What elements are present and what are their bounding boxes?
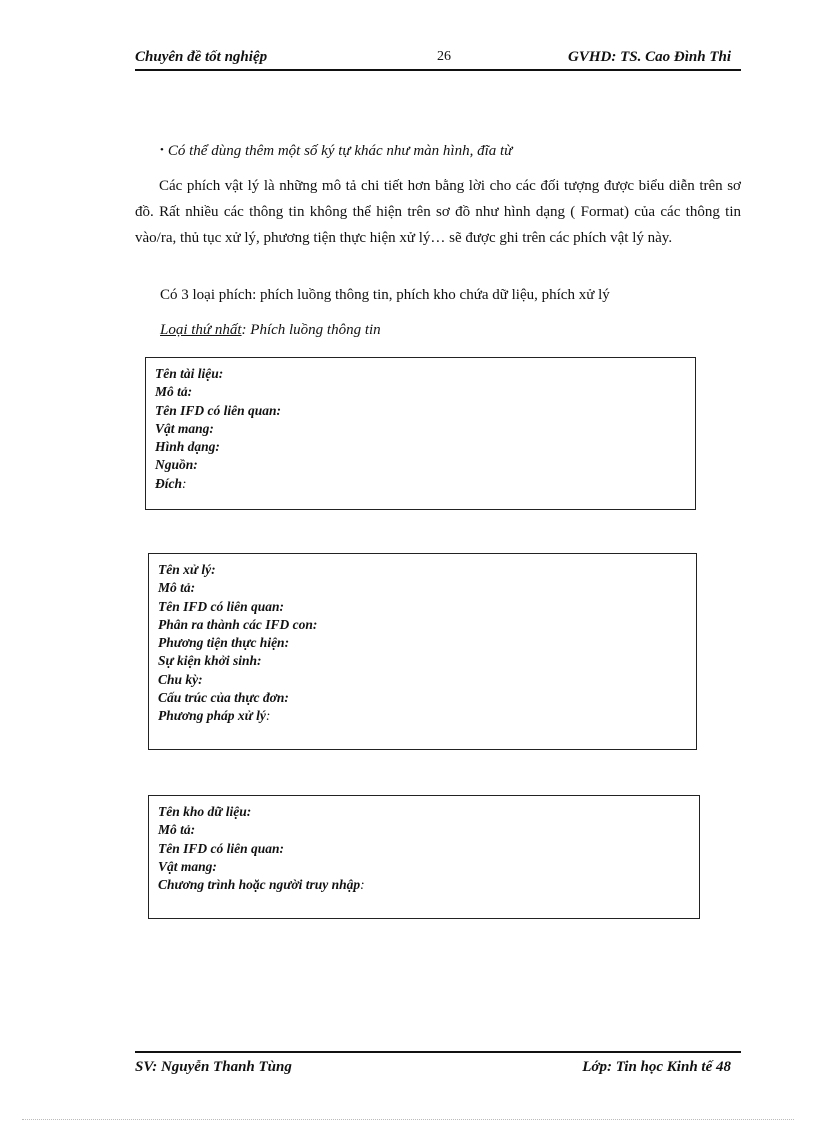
footer-student: SV: Nguyễn Thanh Tùng — [135, 1059, 292, 1075]
process-field-description: Mô tả: — [158, 580, 196, 596]
store-accessor-label: Chương trình hoặc người truy nhập — [158, 877, 361, 893]
process-method-colon: : — [265, 708, 271, 724]
page-number: 26 — [437, 49, 451, 64]
paragraph-text: Các phích vật lý là những mô tả chi tiết hơn bằng lời cho các đối tượng được biểu diễn trên sơ đồ. Rất nhiều các thông tin không thể hiện trên sơ đồ như hình dạng ( Format) của các thông tin vào/ra, thủ tục xử lý, phương tiện thực hiện xử lý… sẽ được ghi trên các phích vật lý này. — [135, 178, 741, 246]
flow-field-destination — [155, 475, 685, 493]
process-field-name: Tên xử lý: — [158, 562, 216, 577]
process-card — [148, 553, 697, 750]
footer-class: Lớp: Tin học Kinh tế 48 — [582, 1059, 731, 1075]
process-field-related-ifd: Tên IFD có liên quan: — [158, 598, 285, 614]
bullet-icon: • — [160, 144, 164, 156]
page-bottom-divider — [22, 1119, 794, 1120]
process-field-cycle: Chu kỳ: — [158, 671, 203, 687]
first-type-line — [160, 322, 381, 339]
process-field-means: Phương tiện thực hiện: — [158, 635, 290, 651]
process-field-menu-structure: Cấu trúc của thực đơn: — [158, 690, 289, 706]
flow-field-related-ifd: Tên IFD có liên quan: — [155, 402, 282, 418]
store-field-related-ifd: Tên IFD có liên quan: — [158, 840, 285, 856]
body-paragraph — [135, 173, 741, 251]
store-field-accessor — [158, 876, 689, 894]
flow-field-format: Hình dạng: — [155, 439, 220, 455]
store-card — [148, 795, 700, 919]
process-field-trigger: Sự kiện khởi sinh: — [158, 653, 262, 669]
store-field-carrier: Vật mang: — [158, 858, 217, 874]
first-type-label: Loại thứ nhất — [160, 322, 242, 338]
process-method-label: Phương pháp xử lý — [158, 708, 266, 724]
page-header — [135, 49, 741, 71]
store-accessor-colon: : — [360, 877, 365, 893]
header-title: Chuyên đề tốt nghiệp — [135, 49, 268, 65]
header-supervisor: GVHD: TS. Cao Đình Thi — [568, 49, 731, 65]
flow-field-carrier: Vật mang: — [155, 420, 214, 436]
flow-field-document-name: Tên tài liệu: — [155, 366, 224, 381]
process-field-method — [158, 707, 686, 725]
page-footer — [135, 1051, 741, 1073]
flow-destination-label: Đích — [155, 475, 182, 491]
flow-field-source: Nguồn: — [155, 457, 198, 473]
first-type-rest: : Phích luồng thông tin — [241, 322, 381, 338]
bullet-text: Có thể dùng thêm một số ký tự khác như màn hình, đĩa từ — [167, 143, 513, 159]
bullet-item — [160, 143, 512, 160]
flow-card — [145, 357, 696, 510]
store-field-name: Tên kho dữ liệu: — [158, 804, 252, 819]
process-field-sub-ifd: Phân ra thành các IFD con: — [158, 616, 318, 632]
types-line: Có 3 loại phích: phích luồng thông tin, phích kho chứa dữ liệu, phích xử lý — [160, 287, 610, 303]
flow-destination-colon: : — [182, 475, 187, 491]
store-field-description: Mô tả: — [158, 822, 196, 838]
flow-field-description: Mô tả: — [155, 384, 193, 400]
